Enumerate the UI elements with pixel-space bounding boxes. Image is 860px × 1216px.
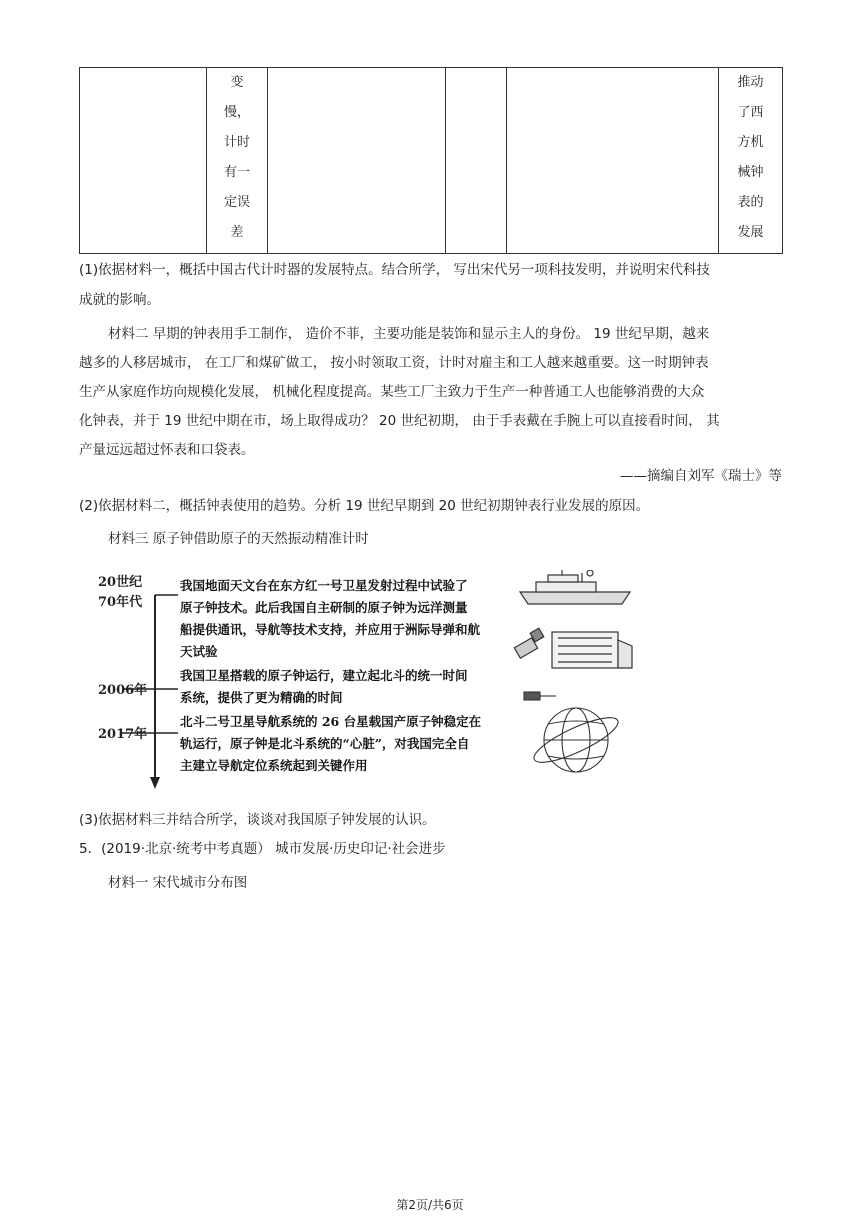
timeline-year: 2017年 <box>98 727 148 742</box>
question-5-header: 5．(2019·北京·统考中考真题） 城市发展·历史印记·社会进步 <box>79 841 446 857</box>
entry-line: 原子钟技术。此后我国自主研制的原子钟为远洋测量 <box>180 600 468 615</box>
entry-line: 船提供通讯，导航等技术支持，并应用于洲际导弹和航 <box>180 622 481 637</box>
question-2: (2)依据材料二，概括钟表使用的趋势。分析 19 世纪早期到 20 世纪初期钟表行业发展的原因。 <box>79 498 650 514</box>
table-cell-2 <box>207 68 268 254</box>
entry-line: 我国卫星搭载的原子钟运行，建立起北斗的统一时间 <box>180 668 468 683</box>
cell-text: 表的 <box>737 195 764 210</box>
table-cell-5 <box>507 68 719 254</box>
question-3: (3)依据材料三并结合所学，谈谈对我国原子钟发展的认识。 <box>79 812 436 828</box>
question-1-line-2: 成就的影响。 <box>79 292 160 308</box>
timeline-entry <box>180 665 468 709</box>
entry-line: 主建立导航定位系统起到关键作用 <box>180 758 368 773</box>
entry-line: 轨运行，原子钟是北斗系统的“心脏”，对我国完全自 <box>180 736 470 751</box>
cell-text: 定误 <box>223 195 250 210</box>
cell-text: 推动 <box>737 75 764 90</box>
entry-line: 我国地面天文台在东方红一号卫星发射过程中试验了 <box>180 578 468 593</box>
cell-text: 差 <box>230 225 244 240</box>
material-2-line: 产量远远超过怀表和口袋表。 <box>79 442 255 458</box>
table-cell-3 <box>268 68 446 254</box>
cell-text: 慢， <box>223 105 250 120</box>
material-1-title: 材料一 宋代城市分布图 <box>108 875 248 891</box>
globe-icon <box>524 692 623 772</box>
timeline-year: 2006年 <box>98 683 148 698</box>
cell-text: 发展 <box>737 225 764 240</box>
ship-icon <box>520 570 630 604</box>
cell-text: 计时 <box>223 135 250 150</box>
entry-line: 北斗二号卫星导航系统的 26 台星载国产原子钟稳定在 <box>180 714 482 729</box>
cell-text: 械钟 <box>737 165 764 180</box>
table-cell-4 <box>446 68 507 254</box>
timeline-year <box>98 573 142 613</box>
material-2-line: 化钟表，并于 19 世纪中期在市，场上取得成功？ 20 世纪初期， 由于手表戴在手腕上可以直接看时间， 其 <box>79 413 720 429</box>
cell-text: 了西 <box>737 105 764 120</box>
entry-line: 系统，提供了更为精确的时间 <box>180 690 343 705</box>
cell-text: 方机 <box>737 135 764 150</box>
material-2-line: 越多的人移居城市， 在工厂和煤矿做工， 按小时领取工资，计时对雇主和工人越来越重要。这一时期钟表 <box>79 355 709 371</box>
table-cell-6 <box>719 68 783 254</box>
table-cell-1 <box>80 68 207 254</box>
page-footer: 第2页/共6页 <box>396 1198 464 1212</box>
material-2-line: 生产从家庭作坊向规模化发展， 机械化程度提高。某些工厂主致力于生产一种普通工人也能够消费的大众 <box>79 384 705 400</box>
timeline-entry <box>180 711 481 777</box>
material-2-line: 材料二 早期的钟表用手工制作， 造价不菲，主要功能是装饰和显示主人的身份。 19 世纪早期，越来 <box>108 326 710 342</box>
cell-text: 变 <box>230 75 244 90</box>
question-1-line-1: (1)依据材料一，概括中国古代计时器的发展特点。结合所学， 写出宋代另一项科技发明，并说明宋代科技 <box>79 262 710 278</box>
satellite-icon <box>514 628 632 668</box>
year-line: 70年代 <box>98 595 143 610</box>
atomic-clock-timeline-figure <box>92 565 652 795</box>
material-2-source: ——摘编自刘军《瑞士》等 <box>620 468 782 484</box>
entry-line: 天试验 <box>180 644 218 659</box>
cell-text: 有一 <box>223 165 250 180</box>
timeline-entry <box>180 575 480 663</box>
material-3-title: 材料三 原子钟借助原子的天然振动精准计时 <box>108 531 369 547</box>
table-fragment <box>79 67 783 254</box>
year-line: 20世纪 <box>98 575 143 590</box>
illustrations <box>502 570 652 785</box>
